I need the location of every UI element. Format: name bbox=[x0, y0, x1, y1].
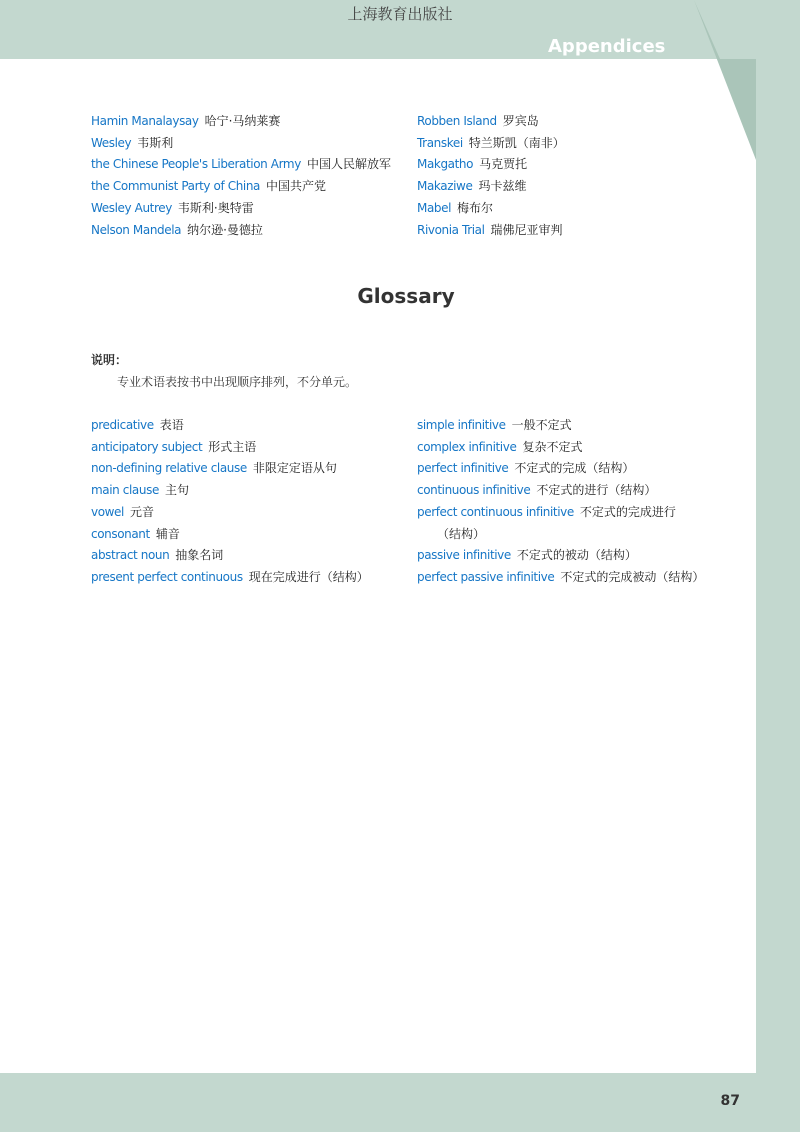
term-en: perfect continuous infinitive bbox=[417, 504, 574, 519]
term-zh: 瑞佛尼亚审判 bbox=[490, 222, 563, 237]
term-en: Wesley bbox=[91, 135, 132, 150]
term-zh: 不定式的完成进行 bbox=[579, 504, 676, 519]
term-en: Robben Island bbox=[417, 114, 497, 128]
term-en: perfect passive infinitive bbox=[417, 569, 555, 584]
glossary-entry bbox=[417, 415, 704, 437]
term-zh: 抽象名词 bbox=[175, 548, 224, 563]
term-zh: 复杂不定式 bbox=[522, 439, 583, 454]
term-en: the Chinese People's Liberation Army bbox=[91, 157, 301, 172]
glossary-entry bbox=[91, 524, 369, 546]
term-zh: 哈宁·马纳莱赛 bbox=[204, 114, 281, 128]
name-entry bbox=[417, 176, 565, 198]
glossary-right-column bbox=[417, 415, 704, 589]
name-entry bbox=[91, 198, 391, 220]
term-en: present perfect continuous bbox=[91, 569, 243, 584]
glossary-entry bbox=[417, 502, 704, 524]
glossary-entry bbox=[91, 567, 369, 589]
bottom-band bbox=[0, 1073, 800, 1132]
term-zh: 中国共产党 bbox=[266, 179, 327, 194]
term-en: anticipatory subject bbox=[91, 439, 203, 454]
term-en: consonant bbox=[91, 526, 150, 541]
glossary-entry bbox=[91, 502, 369, 524]
term-en: Makaziwe bbox=[417, 179, 473, 194]
term-en: passive infinitive bbox=[417, 548, 511, 563]
term-en: perfect infinitive bbox=[417, 461, 509, 476]
publisher-name: 上海教育出版社 bbox=[347, 5, 453, 23]
note-text: 专业术语表按书中出现顺序排列，不分单元。 bbox=[117, 375, 358, 389]
term-zh: 现在完成进行（结构） bbox=[248, 569, 369, 584]
term-en: simple infinitive bbox=[417, 418, 506, 432]
name-entry bbox=[91, 220, 391, 242]
term-en: complex infinitive bbox=[417, 439, 517, 454]
glossary-entry-continuation bbox=[417, 524, 704, 546]
page-number: 87 bbox=[720, 1093, 740, 1109]
name-entry bbox=[417, 133, 565, 155]
term-zh: 非限定定语从句 bbox=[252, 461, 337, 476]
glossary-entry bbox=[417, 480, 704, 502]
term-en: abstract noun bbox=[91, 548, 170, 563]
glossary-left-column bbox=[91, 415, 369, 589]
term-zh: 韦斯利 bbox=[137, 135, 174, 150]
term-zh: 中国人民解放军 bbox=[306, 157, 391, 172]
glossary-title: Glossary bbox=[357, 284, 455, 308]
term-en: Mabel bbox=[417, 200, 452, 215]
section-label: Appendices bbox=[548, 36, 666, 57]
term-zh: 梅布尔 bbox=[457, 200, 494, 215]
term-en: non-defining relative clause bbox=[91, 461, 247, 476]
term-zh: （结构） bbox=[437, 526, 486, 541]
term-zh: 马克贾托 bbox=[479, 157, 528, 172]
name-entry bbox=[417, 220, 565, 242]
term-zh: 韦斯利·奥特雷 bbox=[177, 200, 254, 215]
term-en: Transkei bbox=[417, 135, 463, 150]
glossary-entry bbox=[91, 480, 369, 502]
term-zh: 主句 bbox=[164, 483, 189, 498]
glossary-entry bbox=[417, 437, 704, 459]
term-en: Hamin Manalaysay bbox=[91, 114, 199, 128]
glossary-entry bbox=[417, 567, 704, 589]
term-en: Wesley Autrey bbox=[91, 200, 172, 215]
term-zh: 不定式的被动（结构） bbox=[516, 548, 637, 563]
name-entry bbox=[91, 176, 391, 198]
term-zh: 不定式的完成被动（结构） bbox=[560, 569, 705, 584]
name-entry bbox=[417, 154, 565, 176]
term-en: continuous infinitive bbox=[417, 483, 531, 498]
term-zh: 特兰斯凯（南非） bbox=[468, 135, 565, 150]
glossary-entry bbox=[91, 415, 369, 437]
names-left-column bbox=[91, 111, 391, 241]
glossary-entry bbox=[91, 437, 369, 459]
term-en: vowel bbox=[91, 504, 124, 519]
term-zh: 纳尔逊·曼德拉 bbox=[187, 222, 263, 237]
term-en: predicative bbox=[91, 418, 154, 432]
term-zh: 形式主语 bbox=[208, 439, 257, 454]
term-en: main clause bbox=[91, 483, 159, 498]
term-en: the Communist Party of China bbox=[91, 179, 260, 194]
glossary-entry bbox=[417, 458, 704, 480]
term-zh: 辅音 bbox=[155, 526, 180, 541]
note-label: 说明： bbox=[91, 353, 128, 367]
name-entry bbox=[417, 198, 565, 220]
names-right-column bbox=[417, 111, 565, 241]
term-zh: 不定式的完成（结构） bbox=[514, 461, 635, 476]
name-entry bbox=[417, 111, 565, 133]
term-en: Rivonia Trial bbox=[417, 222, 485, 237]
term-en: Nelson Mandela bbox=[91, 222, 182, 237]
term-zh: 不定式的进行（结构） bbox=[536, 483, 657, 498]
name-entry bbox=[91, 111, 391, 133]
term-zh: 元音 bbox=[129, 504, 154, 519]
name-entry bbox=[91, 133, 391, 155]
term-en: Makgatho bbox=[417, 157, 474, 172]
name-entry bbox=[91, 154, 391, 176]
glossary-entry bbox=[417, 545, 704, 567]
term-zh: 罗宾岛 bbox=[502, 114, 539, 128]
term-zh: 表语 bbox=[159, 418, 184, 432]
term-zh: 玛卡兹维 bbox=[478, 179, 527, 194]
glossary-entry bbox=[91, 458, 369, 480]
glossary-entry bbox=[91, 545, 369, 567]
term-zh: 一般不定式 bbox=[511, 418, 572, 432]
